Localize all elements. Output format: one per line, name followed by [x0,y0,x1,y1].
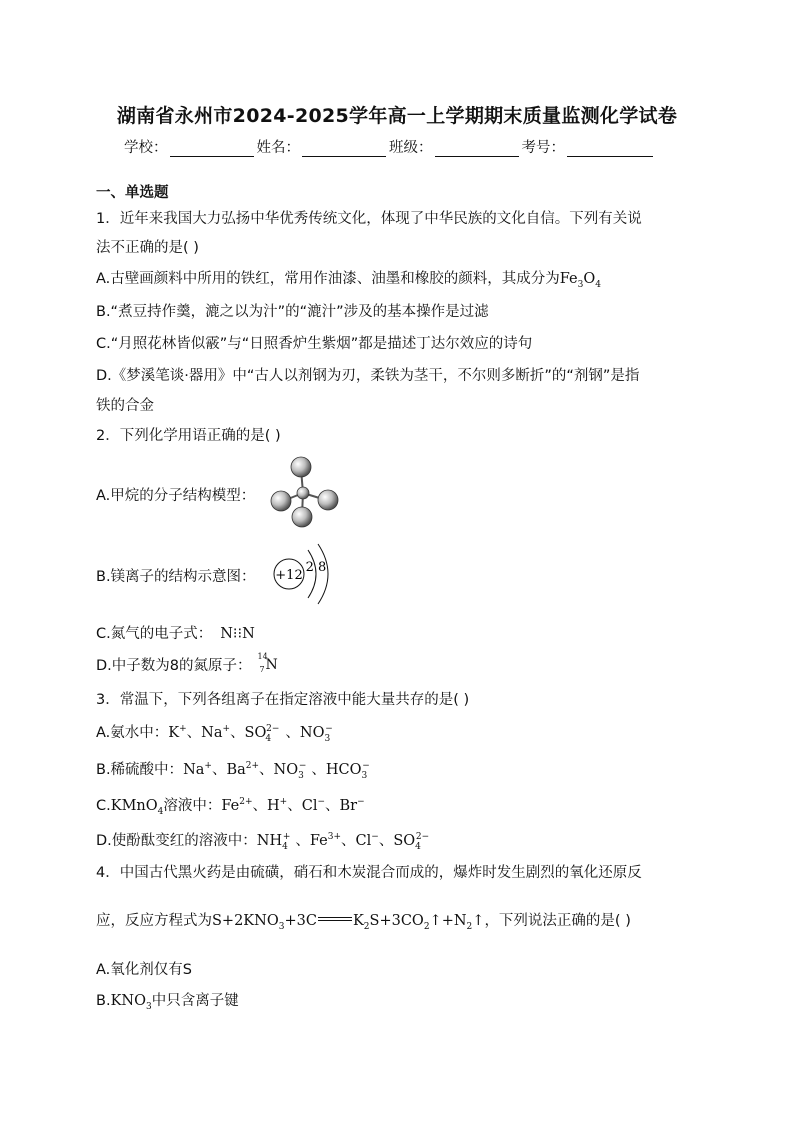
q1-option-d-line2: 铁的合金 [96,398,154,414]
q2-stem: 2．下列化学用语正确的是( ) [96,428,281,444]
q1-option-d-line1: D.《梦溪笔谈·器用》中“古人以剂钢为刃，柔铁为茎干，不尔则多断折”的“剂钢”是指 [96,368,640,384]
q3-option-d-ions: $NH_4^+$ 、$Fe^{3+}$、Cl−、$SO_4^{2-}$ [256,832,430,852]
exam-number-label: 考号： [521,140,565,156]
student-info-row [124,136,656,157]
q1-option-a-text: A.古壁画颜料中所用的铁红，常用作油漆、油墨和橡胶的颜料，其成分为 [96,271,560,287]
hydrogen-atom-right [318,490,338,510]
q2-option-d: D.中子数为8的氮原子： 14 7 N [96,652,278,674]
hydrogen-atom-top [291,457,311,477]
school-label: 学校： [124,140,168,156]
q3-option-b: B.稀硫酸中：Na+、$Ba^{2+}$、$NO_3^-$ 、$HCO_3^-$ [96,758,375,779]
q4-option-a: A.氧化剂仅有S [96,962,192,978]
q3-option-c: C.KMnO$_4$溶液中：$Fe^{2+}$、H+、Cl−、Br− [96,797,365,817]
methane-model-diagram [268,455,344,531]
gunpowder-equation: $S+2KNO_3+3C$ $K_2S+3CO_2↑+N_2↑$ [212,913,485,932]
exam-number-blank[interactable] [567,140,653,157]
kno3-formula: $KNO_3$ [110,993,152,1012]
q3-option-a: A.氨水中：K+、Na+、$SO_4^{2-}$ 、$NO_3^-$ [96,721,338,742]
carbon-atom [297,487,309,499]
q2-option-a: A.甲烷的分子结构模型： [96,488,256,504]
q3-option-b-ions: Na+、$Ba^{2+}$、$NO_3^-$ 、$HCO_3^-$ [183,761,370,781]
q1-option-a-formula: $Fe_3O_4$ [559,271,601,290]
q2-option-c: C.氮气的电子式： N⁝⁝N [96,626,255,642]
q2-option-b: B.镁离子的结构示意图： [96,569,256,585]
q3-option-a-ions: K+、Na+、$SO_4^{2-}$ 、$NO_3^-$ [168,724,333,744]
q1-option-c: C.“月照花林皆似霰”与“日照香炉生紫烟”都是描述丁达尔效应的诗句 [96,336,533,352]
q4-stem-line2: 应，反应方程式为$S+2KNO_3+3C$ $K_2S+3CO_2↑+N_2↑$，下列说法正确的是( ) [96,913,631,932]
nitrogen-isotope: 14 7 N [257,652,278,674]
name-blank[interactable] [302,140,386,157]
nucleus-charge: +12 [275,568,303,583]
hydrogen-atom-bottom [292,507,312,527]
q4-option-b: $B.KNO_3$中只含离子键 [96,993,239,1012]
q4-stem-line1: 4．中国古代黑火药是由硫磺，硝石和木炭混合而成的，爆炸时发生剧烈的氧化还原反 [96,865,642,881]
name-label: 姓名： [256,140,300,156]
class-label: 班级： [389,140,433,156]
kmno4-formula: KMnO$_4$ [110,798,164,817]
q1-option-b: B.“煮豆持作羹，漉之以为汁”的“漉汁”涉及的基本操作是过滤 [96,304,489,320]
q3-option-c-ions: $Fe^{2+}$、H+、Cl−、Br− [221,797,365,814]
page-title: 湖南省永州市2024-2025学年高一上学期期末质量监测化学试卷 [116,105,678,127]
nitrogen-electron-formula: N⁝⁝N [220,626,255,642]
section-title: 一、单选题 [96,185,169,201]
class-blank[interactable] [435,140,519,157]
q3-option-d: D.使酚酞变红的溶液中：$NH_4^+$ 、$Fe^{3+}$、Cl−、$SO_4^{2-}$ [96,829,434,850]
electron-shells: 2 8 [305,560,327,575]
q3-stem: 3．常温下，下列各组离子在指定溶液中能大量共存的是( ) [96,692,470,708]
q1-stem-line1: 1．近年来我国大力弘扬中华优秀传统文化，体现了中华民族的文化自信。下列有关说 [96,211,642,227]
q1-option-a [96,267,601,288]
q1-stem-line2: 法不正确的是( ) [96,240,199,256]
school-blank[interactable] [170,140,254,157]
magnesium-ion-diagram [268,540,338,608]
hydrogen-atom-left [271,491,291,511]
